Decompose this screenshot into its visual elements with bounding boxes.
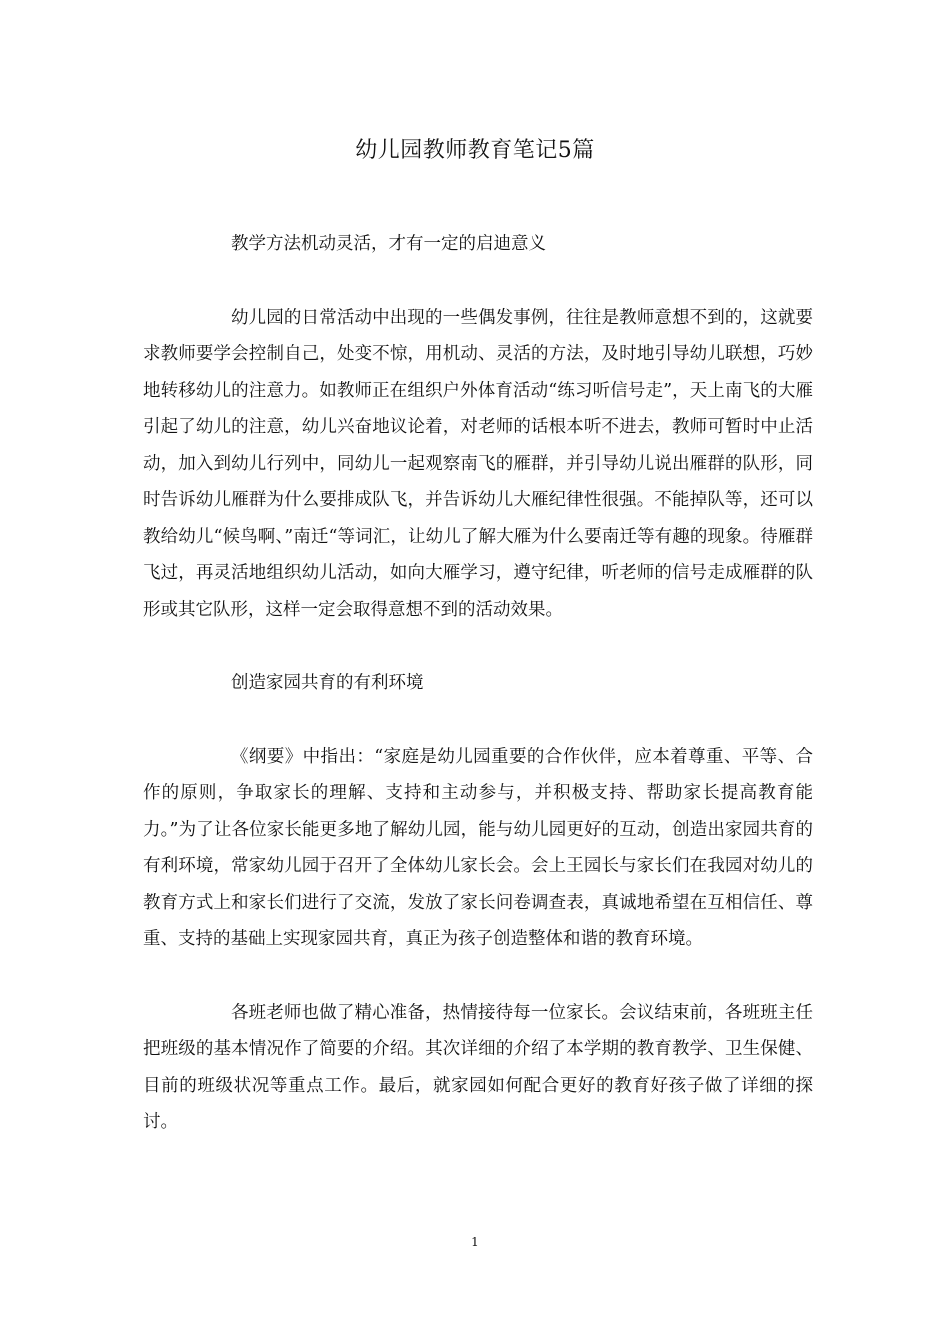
body-paragraph: 各班老师也做了精心准备，热情接待每一位家长。会议结束前，各班班主任把班级的基本情况作了简要的介绍。其次详细的介绍了本学期的教育教学、卫生保健、目前的班级状况等重点工作。最后，就家园如何配合更好的教育好孩子做了详细的探讨。: [143, 1002, 813, 1132]
spacer: [143, 263, 813, 300]
document-body: [143, 226, 813, 1141]
section-heading: 教学方法机动灵活，才有一定的启迪意义: [231, 234, 546, 254]
section-heading: 创造家园共育的有利环境: [231, 673, 424, 693]
spacer: [143, 958, 813, 995]
body-paragraph: 幼儿园的日常活动中出现的一些偶发事例，往往是教师意想不到的，这就要求教师要学会控制自己，处变不惊，用机动、灵活的方法，及时地引导幼儿联想，巧妙地转移幼儿的注意力。如教师正在组织户外体育活动“练习听信号走”，天上南飞的大雁引起了幼儿的注意，幼儿兴奋地议论着，对老师的话根本听不进去，教师可暂时中止活动，加入到幼儿行列中，同幼儿一起观察南飞的雁群，并引导幼儿说出雁群的队形，同时告诉幼儿雁群为什么要排成队飞，并告诉幼儿大雁纪律性很强。不能掉队等，还可以教给幼儿“候鸟啊、”南迁“等词汇，让幼儿了解大雁为什么要南迁等有趣的现象。待雁群飞过，再灵活地组织幼儿活动，如向大雁学习，遵守纪律，听老师的信号走成雁群的队形或其它队形，这样一定会取得意想不到的活动效果。: [143, 307, 813, 620]
page-number: 1: [471, 1235, 479, 1249]
spacer: [143, 628, 813, 665]
spacer: [143, 702, 813, 739]
body-paragraph: 《纲要》中指出：“家庭是幼儿园重要的合作伙伴，应本着尊重、平等、合作的原则，争取家长的理解、支持和主动参与，并积极支持、帮助家长提高教育能力。”为了让各位家长能更多地了解幼儿园，能与幼儿园更好的互动，创造出家园共育的有利环境，常家幼儿园于召开了全体幼儿家长会。会上王园长与家长们在我园对幼儿的教育方式上和家长们进行了交流，发放了家长问卷调查表，真诚地希望在互相信任、尊重、支持的基础上实现家园共育，真正为孩子创造整体和谐的教育环境。: [143, 746, 813, 949]
document-title: 幼儿园教师教育笔记5篇: [355, 138, 595, 163]
